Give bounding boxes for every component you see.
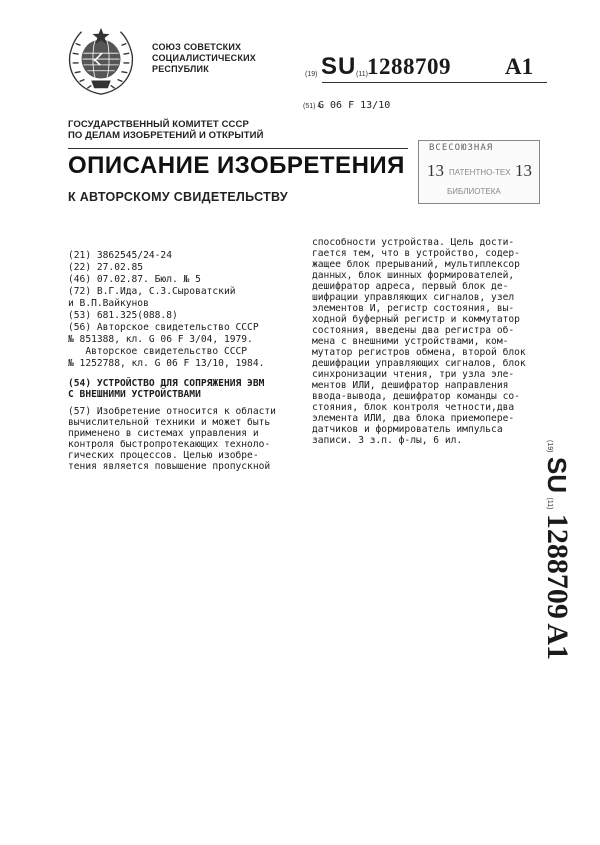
document-title: ОПИСАНИЕ ИЗОБРЕТЕНИЯ xyxy=(68,152,405,179)
side-su-code: (19) xyxy=(546,440,553,453)
header-rule xyxy=(322,82,547,83)
biblio-field-56-cont: Авторское свидетельство СССР xyxy=(68,346,248,357)
committee-rule xyxy=(68,148,408,149)
library-stamp xyxy=(418,140,540,204)
kind-code: A1 xyxy=(505,54,534,79)
side-identifier xyxy=(512,420,600,680)
biblio-field-21: (21) 3862545/24-24 xyxy=(68,250,172,261)
document-subtitle: К АВТОРСКОМУ СВИДЕТЕЛЬСТВУ xyxy=(68,190,288,204)
stamp-top-text: ВСЕСОЮЗНАЯ xyxy=(429,143,494,153)
biblio-field-72-cont: и В.П.Вайкунов xyxy=(68,298,149,309)
committee-line-2: ПО ДЕЛАМ ИЗОБРЕТЕНИЙ И ОТКРЫТИЙ xyxy=(68,130,264,141)
country-code: SU xyxy=(321,53,357,80)
invention-title: (54) УСТРОЙСТВО ДЛЯ СОПРЯЖЕНИЯ ЭВМ С ВНЕШНИМИ УСТРОЙСТВАМИ xyxy=(68,378,265,400)
side-country-code: SU xyxy=(542,456,572,494)
ipc-class: G 06 F 13/10 xyxy=(318,100,391,111)
stamp-middle-text: ПАТЕНТНО-ТЕХ xyxy=(449,168,511,177)
biblio-field-46: (46) 07.02.87. Бюл. № 5 xyxy=(68,274,201,285)
ipc-inid-code: (51) 4 xyxy=(303,103,322,110)
biblio-field-22: (22) 27.02.85 xyxy=(68,262,144,273)
state-name-line-2: СОЦИАЛИСТИЧЕСКИХ xyxy=(152,53,256,63)
biblio-field-56: (56) Авторское свидетельство СССР xyxy=(68,322,259,333)
state-name-line-3: РЕСПУБЛИК xyxy=(152,64,209,74)
biblio-field-72: (72) В.Г.Ида, С.З.Сыроватский xyxy=(68,286,236,297)
stamp-right-number: 13 xyxy=(515,161,532,180)
patent-number: 1288709 xyxy=(367,54,451,79)
stamp-bottom-text: БИБЛИОТЕКА xyxy=(447,187,501,196)
state-name-line-1: СОЮЗ СОВЕТСКИХ xyxy=(152,42,242,52)
ussr-emblem-icon xyxy=(62,22,140,100)
biblio-field-53: (53) 681.325(088.8) xyxy=(68,310,178,321)
stamp-left-number: 13 xyxy=(427,161,444,180)
committee-line-1: ГОСУДАРСТВЕННЫЙ КОМИТЕТ СССР xyxy=(68,119,249,130)
abstract-right-column: способности устройства. Цель дости- гается тем, что в устройство, содер- жащее блок прерываний, мультиплексор данных, блок шинных формирователей, дешифратор адреса, первый блок де- шифрации управляющих сигналов, узел элементов И, регистр состояния, вы- ходной буферный регистр и коммутатор состояния, введены два регистра об- мена с внешними устройствами, ком- мутатор регистров обмена, второй блок дешифрации управляющих сигналов, блок синхронизации чтения, три узла эле- ментов ИЛИ, дешифратор направления ввода-вывода, дешифратор команды со- стояния, блок контроля четности,два элемента ИЛИ, два блока приемопере- датчиков и формирователь импульса записи. 3 з.п. ф-лы, 6 ил. xyxy=(312,237,526,446)
side-number-code: (11) xyxy=(546,497,553,510)
abstract-left-column: (57) Изобретение относится к области вычислительной техники и может быть применено в системах управления и контроля быстропротекающих техноло- гических процессов. Целью изобре- тения является повышение пропускной xyxy=(68,406,276,472)
side-kind-code: A1 xyxy=(541,623,574,660)
number-inid-code: (11) xyxy=(356,71,368,78)
biblio-field-56-ref2: № 1252788, кл. G 06 F 13/10, 1984. xyxy=(68,358,265,369)
su-inid-code: (19) xyxy=(305,71,318,78)
side-patent-number: 1288709 xyxy=(541,513,574,619)
biblio-field-56-ref1: № 851388, кл. G 06 F 3/04, 1979. xyxy=(68,334,253,345)
